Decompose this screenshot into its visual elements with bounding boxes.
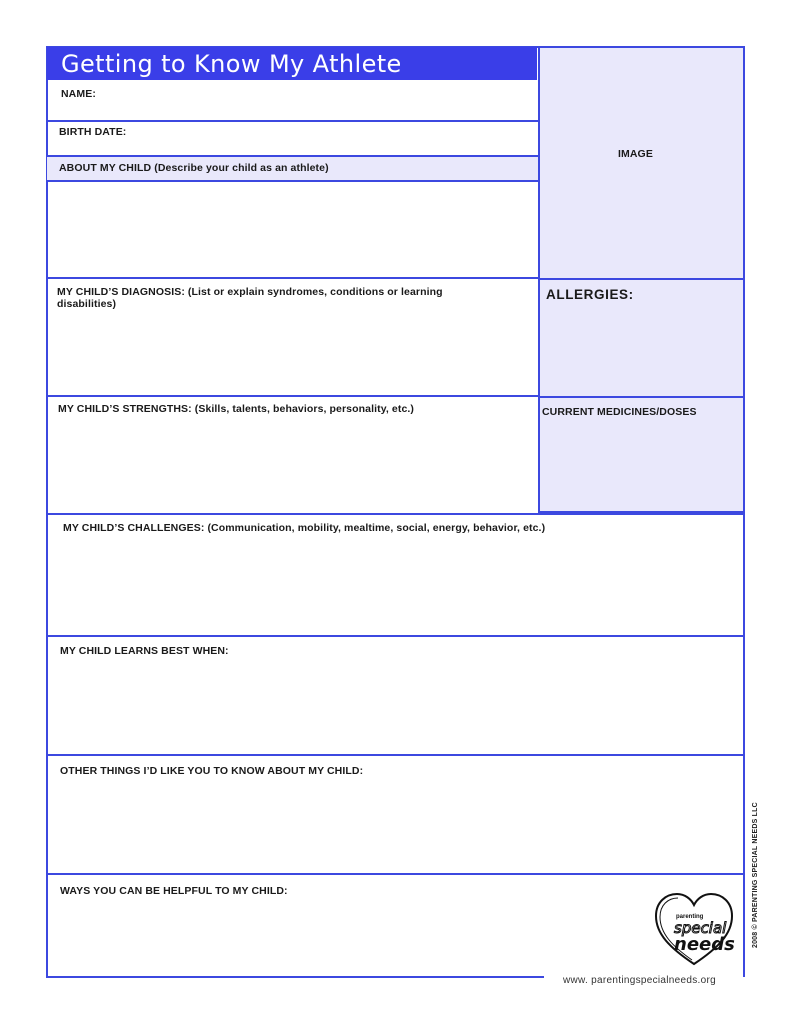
frame-bottom bbox=[46, 976, 544, 978]
strengths-label: MY CHILD’S STRENGTHS: (Skills, talents, behaviors, personality, etc.) bbox=[58, 403, 415, 415]
medicines-label: CURRENT MEDICINES/DOSES bbox=[542, 406, 697, 418]
copyright-text: 2008 © PARENTING SPECIAL NEEDS LLC bbox=[752, 802, 759, 948]
learns-best-label: MY CHILD LEARNS BEST WHEN: bbox=[60, 645, 229, 657]
ways-helpful-label: WAYS YOU CAN BE HELPFUL TO MY CHILD: bbox=[60, 885, 288, 897]
logo-text-mid: special bbox=[674, 919, 727, 937]
diagnosis-label: MY CHILD’S DIAGNOSIS: (List or explain syndromes, conditions or learning disabilities) bbox=[57, 286, 443, 310]
page-title: Getting to Know My Athlete bbox=[61, 50, 402, 78]
about-field[interactable] bbox=[48, 184, 536, 277]
name-label: NAME: bbox=[61, 88, 96, 100]
other-things-label: OTHER THINGS I’D LIKE YOU TO KNOW ABOUT MY CHILD: bbox=[60, 765, 364, 777]
parenting-special-needs-logo bbox=[652, 888, 736, 968]
challenges-label: MY CHILD’S CHALLENGES: (Communication, mobility, mealtime, social, energy, behavior, etc.) bbox=[63, 522, 546, 534]
birth-date-label: BIRTH DATE: bbox=[59, 126, 127, 138]
title-bar bbox=[47, 47, 537, 80]
image-label: IMAGE bbox=[618, 148, 653, 160]
image-box[interactable] bbox=[538, 48, 743, 278]
logo-text-small: parenting bbox=[676, 914, 704, 920]
about-label: ABOUT MY CHILD (Describe your child as an athlete) bbox=[59, 162, 329, 174]
allergies-label: ALLERGIES: bbox=[546, 287, 634, 302]
frame-right bbox=[743, 47, 745, 977]
name-field[interactable] bbox=[48, 80, 536, 120]
logo-text-big: needs bbox=[674, 934, 735, 955]
website-url[interactable]: www. parentingspecialneeds.org bbox=[563, 975, 716, 986]
